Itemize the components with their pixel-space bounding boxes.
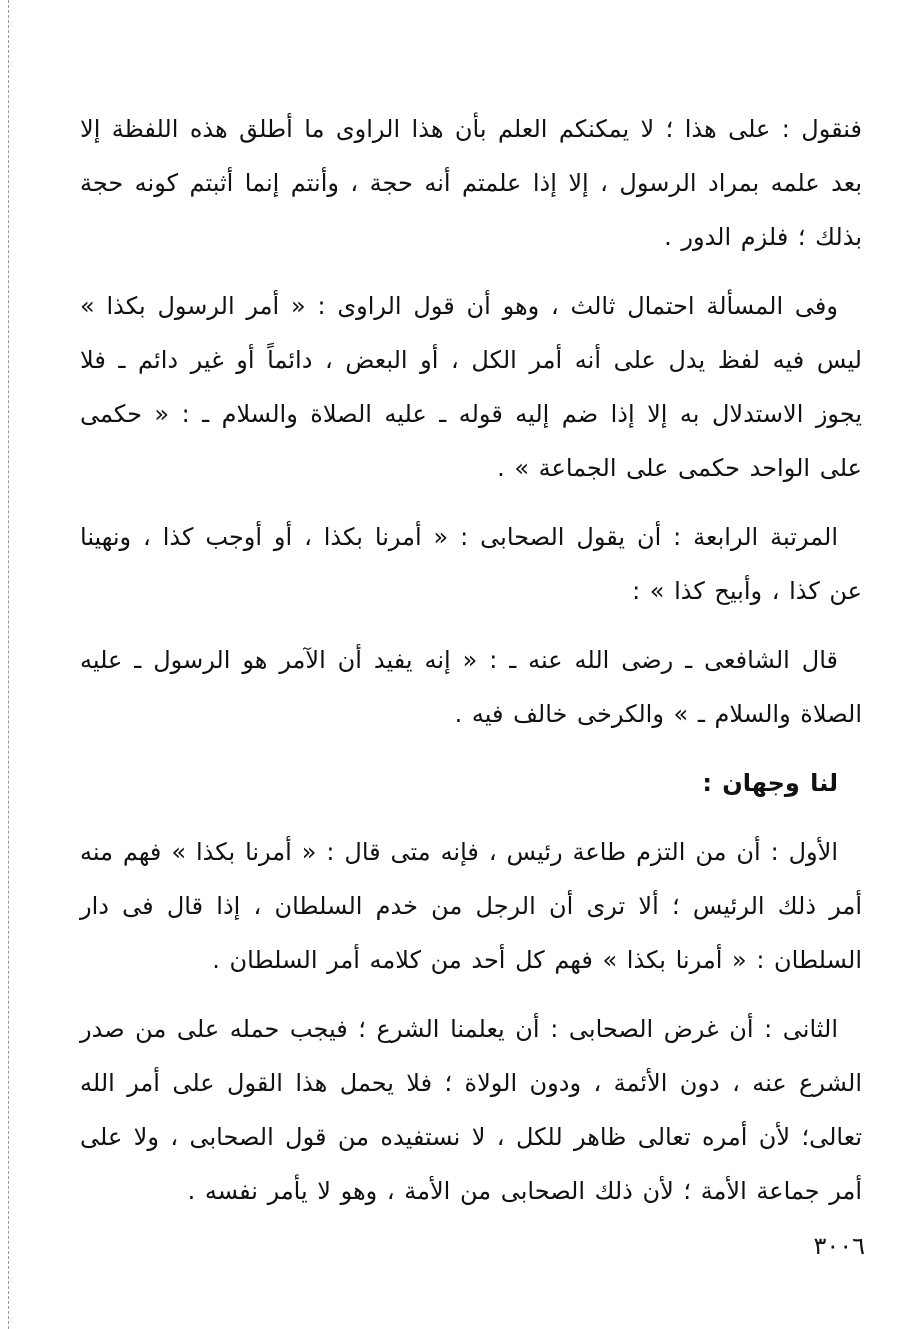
paragraph-fourth-rank: المرتبة الرابعة : أن يقول الصحابى : « أمرنا بكذا ، أو أوجب كذا ، ونهينا عن كذا ، وأبيح كذا » : (80, 523, 862, 605)
paragraph-shafii-opinion: قال الشافعى ـ رضى الله عنه ـ : « إنه يفيد أن الآمر هو الرسول ـ عليه الصلاة والسلام ـ » والكرخى خالف فيه . (80, 646, 862, 728)
paragraph-second-aspect: الثانى : أن غرض الصحابى : أن يعلمنا الشرع ؛ فيجب حمله على من صدر الشرع عنه ، دون الأئمة ، ودون الولاة ؛ فلا يحمل هذا القول على أمر الله تعالى؛ لأن أمره تعالى ظاهر للكل ، لا نستفيده من قول الصحابى ، ولا على أمر جماعة الأمة ؛ لأن ذلك الصحابى من الأمة ، وهو لا يأمر نفسه . (80, 1015, 862, 1205)
book-page-body (80, 102, 862, 1233)
page-number: ٣٠٠٦ (813, 1232, 865, 1260)
paragraph-third-possibility: وفى المسألة احتمال ثالث ، وهو أن قول الراوى : « أمر الرسول بكذا » ليس فيه لفظ يدل على أنه أمر الكل ، أو البعض ، دائماً أو غير دائم ـ فلا يجوز الاستدلال به إلا إذا ضم إليه قوله ـ عليه الصلاة والسلام ـ : « حكمى على الواحد حكمى على الجماعة » . (80, 292, 862, 482)
paragraph-first-aspect: الأول : أن من التزم طاعة رئيس ، فإنه متى قال : « أمرنا بكذا » فهم منه أمر ذلك الرئيس ؛ ألا ترى أن الرجل من خدم السلطان ، إذا قال فى دار السلطان : « أمرنا بكذا » فهم كل أحد من كلامه أمر السلطان . (80, 838, 862, 974)
section-heading-two-aspects: لنا وجهان : (702, 769, 838, 797)
scan-edge-line (8, 0, 10, 1329)
paragraph-circular-argument: فنقول : على هذا ؛ لا يمكنكم العلم بأن هذا الراوى ما أطلق هذه اللفظة إلا بعد علمه بمراد الرسول ، إلا إذا علمتم أنه حجة ، وأنتم إنما أثبتم كونه حجة بذلك ؛ فلزم الدور . (80, 115, 862, 251)
